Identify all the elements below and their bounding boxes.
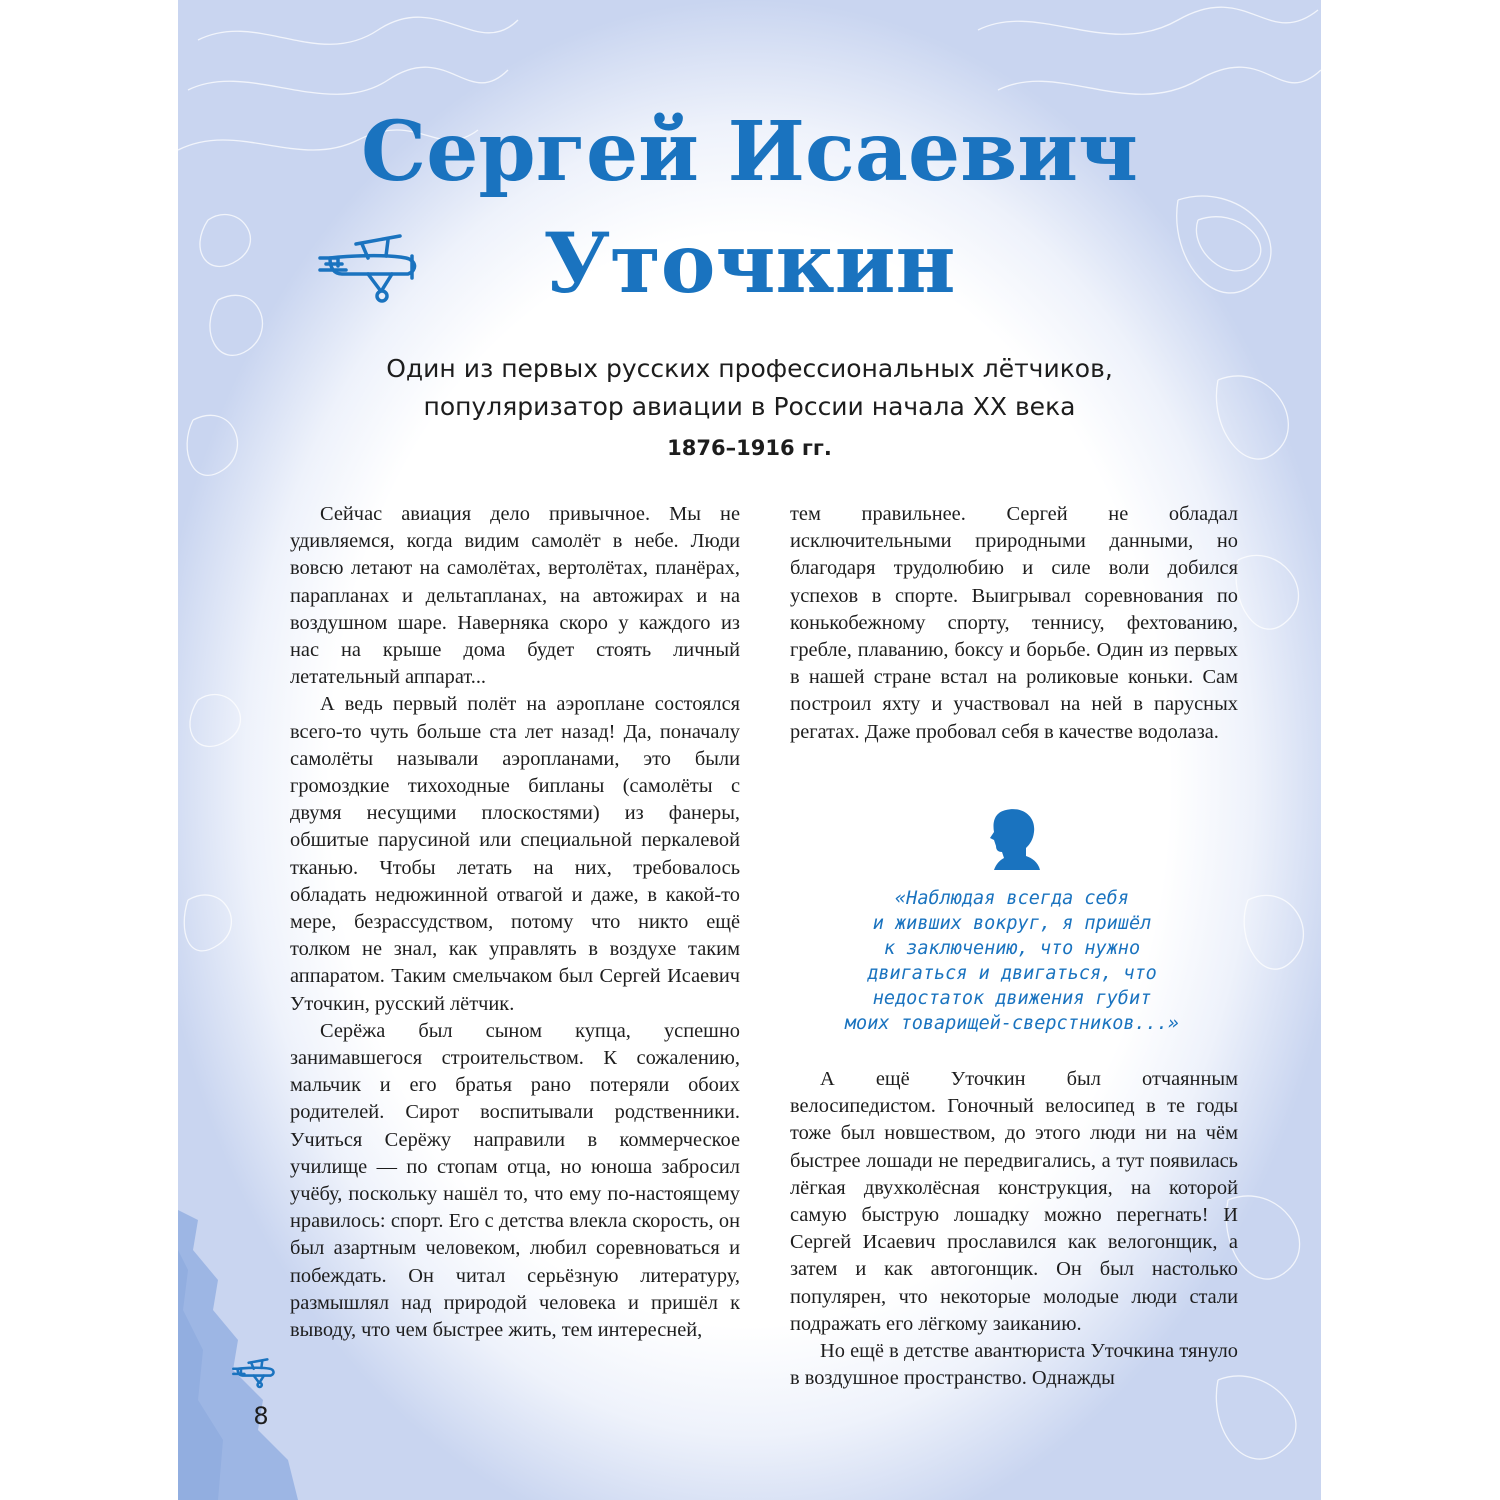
subtitle — [178, 350, 1321, 426]
quote-line: недостаток движения губит — [872, 988, 1152, 1009]
quote-line: к заключению, что нужно — [883, 938, 1141, 959]
quote-line: «Наблюдая всегда себя — [895, 888, 1129, 909]
biplane-icon — [316, 228, 426, 308]
paragraph: А ведь первый полёт на аэроплане состоялся всего-то чуть больше ста лет назад! Да, поначалу самолёты называли аэропланами, это были громоздкие тихоходные бипланы (самолёты с двумя несущими плоскостями) из фанеры, обшитые парусиной или специальной перкалевой тканью. Чтобы летать на них, требовалось обладать недюжинной отвагой и даже, в какой-то мере, безрассудством, потому что никто ещё толком не знал, как управлять в воздухе таким аппаратом. Таким смельчаком был Сергей Исаевич Уточкин, русский лётчик. — [290, 693, 740, 1015]
paragraph: Сейчас авиация дело привычное. Мы не удивляемся, когда видим самолёт в небе. Люди вовсю летают на самолётах, вертолётах, планёрах, парапланах и дельтапланах, на автожирах и на воздушном шаре. Наверняка скоро у каждого из нас на крыше дома будет стоять личный летательный аппарат... — [290, 503, 740, 689]
head-silhouette-icon — [986, 808, 1042, 872]
left-column — [290, 501, 740, 1344]
quote-line: и живших вокруг, я пришёл — [872, 913, 1152, 934]
paragraph: Но ещё в детстве авантюриста Уточкина тянуло в воздушное пространство. Однажды — [790, 1340, 1238, 1390]
pull-quote — [812, 886, 1212, 1036]
paragraph: А ещё Уточкин был отчаянным велосипедистом. Гоночный велосипед в те годы тоже был новшеством, до этого люди ни на чём быстрее лошади не передвигались, а тут появилась лёгкая двухколёсная конструкция, на которой самую быструю лошадку можно перегнать! И Сергей Исаевич прославился как велогонщик, а затем и как автогонщик. Он был настолько популярен, что некоторые молодые люди стали подражать его лёгкому заиканию. — [790, 1068, 1238, 1335]
paragraph: Серёжа был сыном купца, успешно занимавшегося строительством. К сожалению, мальчик и его братья рано потеряли обоих родителей. Сирот воспитывали родственники. Учиться Серёжу направили в коммерческое училище — по стопам отца, но юноша забросил учёбу, поскольку нашёл то, что ему по-настоящему нравилось: спорт. Его с детства влекла скорость, он был азартным человеком, любил соревноваться и побеждать. Он читал серьёзную литературу, размышлял над природой человека и пришёл к выводу, что чем быстрее жить, тем интересней, — [290, 1019, 740, 1342]
title-line-2: Уточкин — [543, 216, 956, 312]
life-years: 1876–1916 гг. — [667, 436, 832, 460]
quote-line: двигаться и двигаться, что — [867, 963, 1157, 984]
right-column-top — [790, 501, 1238, 746]
subtitle-line-2: популяризатор авиации в России начала XX века — [423, 392, 1076, 421]
quote-line: моих товарищей-сверстников...» — [844, 1013, 1180, 1034]
paragraph: тем правильнее. Сергей не обладал исключительными природными данными, но благодаря трудолюбию и силе воли добился успехов в спорте. Выигрывал соревнования по конькобежному спорту, теннису, фехтованию, гребле, плаванию, боксу и борьбе. Один из первых в нашей стране встал на роликовые коньки. Сам построил яхту и участвовал на ней в парусных регатах. Даже пробовал себя в качестве водолаза. — [790, 503, 1238, 743]
biplane-icon — [230, 1356, 280, 1390]
book-page — [178, 0, 1321, 1500]
page-number: 8 — [253, 1402, 269, 1430]
subtitle-line-1: Один из первых русских профессиональных лётчиков, — [386, 354, 1113, 383]
right-column-bottom — [790, 1066, 1238, 1392]
title-line-1: Сергей Исаевич — [360, 104, 1139, 200]
